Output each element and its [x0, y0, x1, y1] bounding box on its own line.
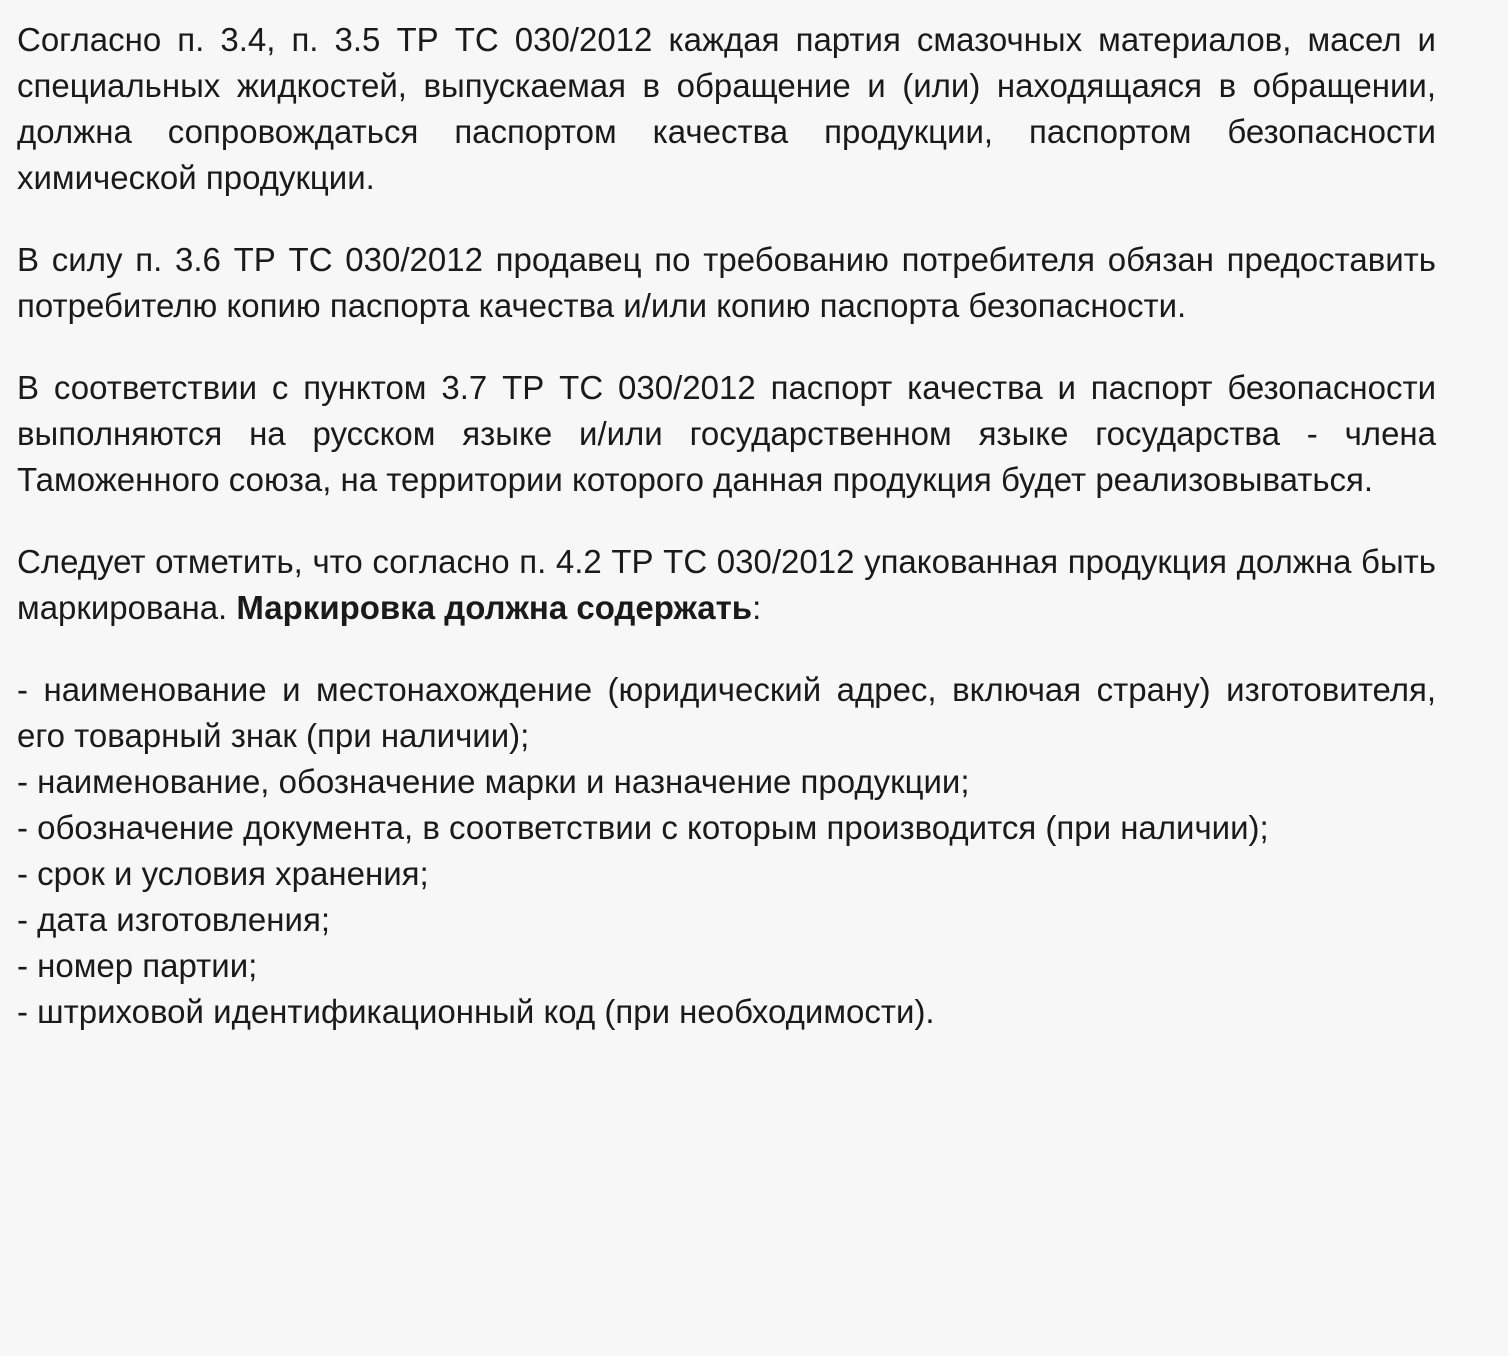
list-item: - штриховой идентификационный код (при необходимости).	[17, 993, 935, 1030]
paragraph-language-requirement: В соответствии с пунктом 3.7 ТР ТС 030/2012 паспорт качества и паспорт безопасности выполняются на русском языке и/или государственном языке государства - члена Таможенного союза, на территории которого данная продукция будет реализовываться.	[17, 369, 1436, 498]
marking-list	[17, 667, 1436, 1035]
marking-intro-text: Следует отметить, что согласно п. 4.2 ТР ТС 030/2012 упакованная продукция должна быть маркирована.	[17, 543, 1436, 626]
list-item: - наименование и местонахождение (юридический адрес, включая страну) изготовителя, его товарный знак (при наличии);	[17, 671, 1436, 754]
paragraph-quality-passport: Согласно п. 3.4, п. 3.5 ТР ТС 030/2012 каждая партия смазочных материалов, масел и специальных жидкостей, выпускаемая в обращение и (или) находящаяся в обращении, должна сопровождаться паспортом качества продукции, паспортом безопасности химической продукции.	[17, 21, 1436, 196]
list-item: - дата изготовления;	[17, 901, 330, 938]
paragraph-marking-intro	[17, 539, 1436, 631]
list-item: - наименование, обозначение марки и назначение продукции;	[17, 763, 970, 800]
list-item: - срок и условия хранения;	[17, 855, 429, 892]
marking-intro-tail: :	[752, 589, 762, 626]
list-item: - номер партии;	[17, 947, 258, 984]
paragraph-seller-obligation: В силу п. 3.6 ТР ТС 030/2012 продавец по требованию потребителя обязан предоставить потребителю копию паспорта качества и/или копию паспорта безопасности.	[17, 241, 1436, 324]
list-item: - обозначение документа, в соответствии с которым производится (при наличии);	[17, 809, 1269, 846]
marking-intro-bold: Маркировка должна содержать	[236, 589, 753, 626]
